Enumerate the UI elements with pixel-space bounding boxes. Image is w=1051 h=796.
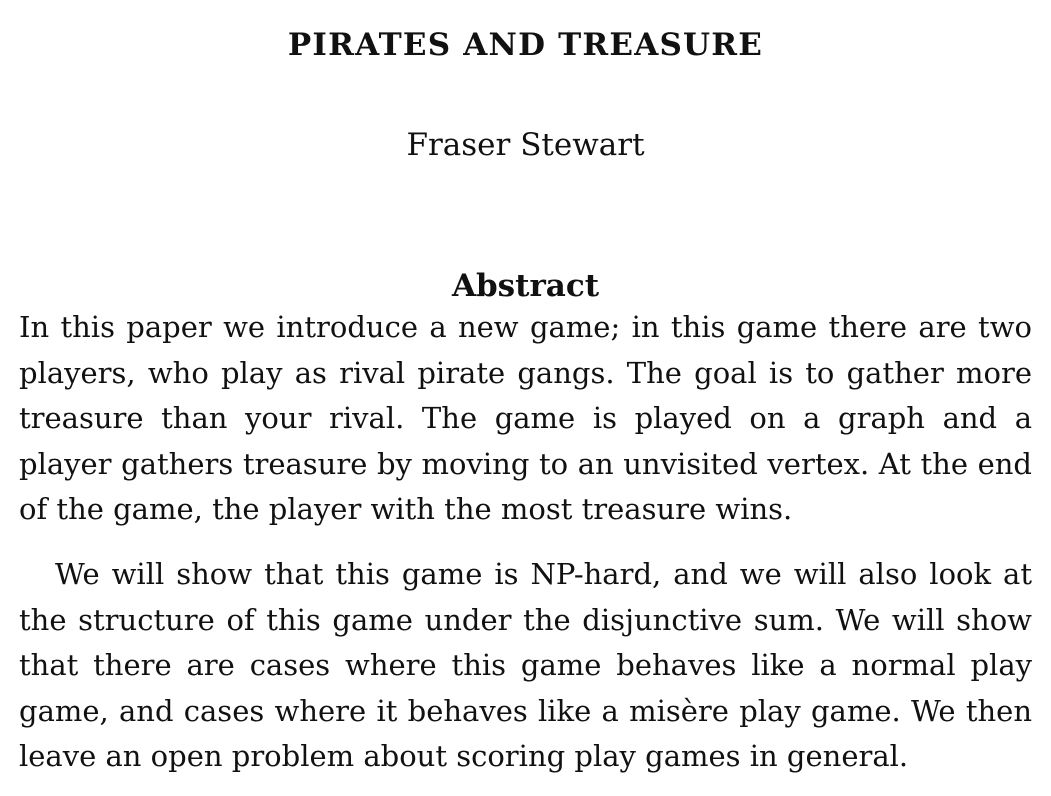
- author-name: Fraser Stewart: [406, 127, 645, 163]
- abstract-body: [19, 305, 1032, 780]
- abstract-paragraph-1: In this paper we introduce a new game; in this game there are two players, who play as rival pirate gangs. The goal is to gather more treasure than your rival. The game is played on a graph and a player gathers treasure by moving to an unvisited vertex. At the end of the game, the player with the most treasure wins.: [19, 310, 1032, 527]
- paper-title: PIRATES AND TREASURE: [287, 26, 764, 63]
- abstract-paragraph-2: We will show that this game is NP-hard, and we will also look at the structure of this game under the disjunctive sum. We will show that there are cases where this game behaves like a normal play game, and cases where it behaves like a misère play game. We then leave an open problem about scoring play games in general.: [19, 556, 1032, 774]
- abstract-heading: Abstract: [451, 267, 600, 304]
